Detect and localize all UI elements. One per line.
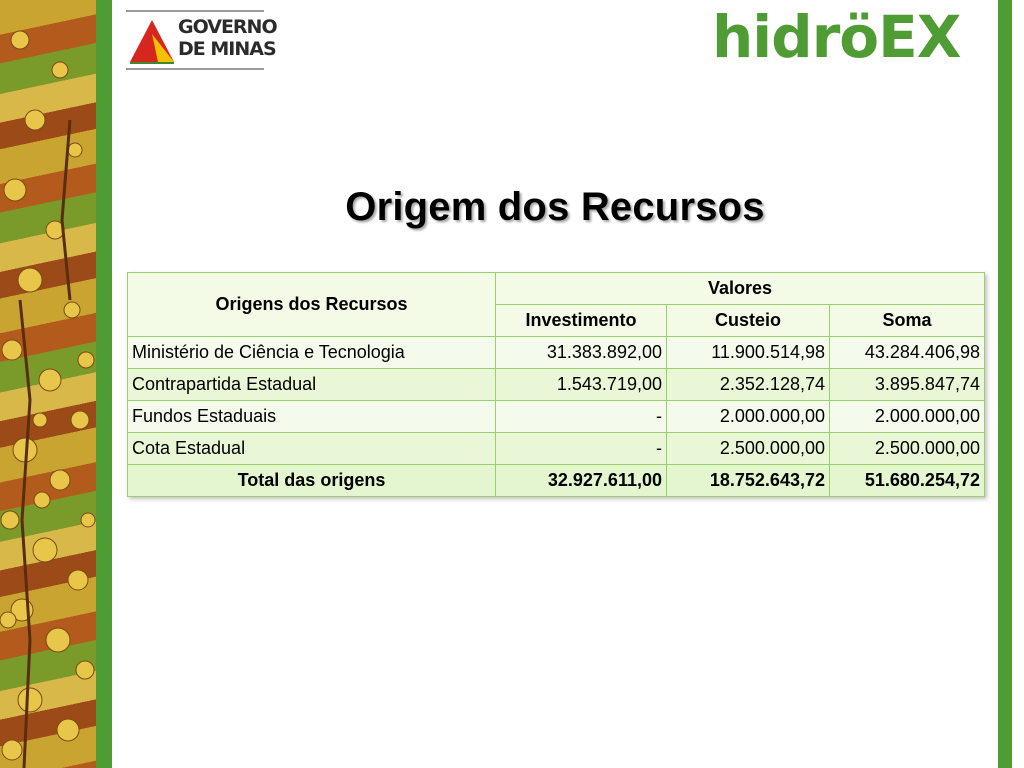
governo-de-minas-logo <box>126 8 277 72</box>
triangle-logo-icon <box>128 16 176 64</box>
table-total-row <box>128 465 985 497</box>
total-investimento: 32.927.611,00 <box>496 465 667 497</box>
row-label: Contrapartida Estadual <box>128 369 496 401</box>
resources-table <box>127 272 985 497</box>
slide-title: Origem dos Recursos <box>345 185 765 229</box>
row-soma: 3.895.847,74 <box>830 369 985 401</box>
header-custeio: Custeio <box>667 305 830 337</box>
decorative-sidebar-art <box>0 0 96 768</box>
right-white-edge <box>1012 0 1024 768</box>
hidroex-logo: hidröEX <box>712 3 961 71</box>
row-soma: 2.500.000,00 <box>830 433 985 465</box>
row-investimento: - <box>496 401 667 433</box>
header-origins: Origens dos Recursos <box>128 273 496 337</box>
table-row <box>128 401 985 433</box>
row-custeio: 2.500.000,00 <box>667 433 830 465</box>
row-custeio: 2.000.000,00 <box>667 401 830 433</box>
row-investimento: 31.383.892,00 <box>496 337 667 369</box>
logo-top-rule <box>126 10 264 12</box>
row-custeio: 11.900.514,98 <box>667 337 830 369</box>
resources-table-wrapper <box>127 272 985 497</box>
logo-bottom-rule <box>126 68 264 70</box>
right-green-stripe <box>998 0 1012 768</box>
row-label: Ministério de Ciência e Tecnologia <box>128 337 496 369</box>
left-green-stripe <box>96 0 112 768</box>
header-investimento: Investimento <box>496 305 667 337</box>
header-valores: Valores <box>496 273 985 305</box>
total-label: Total das origens <box>128 465 496 497</box>
table-row <box>128 433 985 465</box>
table-row <box>128 369 985 401</box>
row-custeio: 2.352.128,74 <box>667 369 830 401</box>
header-soma: Soma <box>830 305 985 337</box>
row-soma: 43.284.406,98 <box>830 337 985 369</box>
table-row <box>128 337 985 369</box>
total-custeio: 18.752.643,72 <box>667 465 830 497</box>
row-label: Cota Estadual <box>128 433 496 465</box>
flower-art-image <box>0 0 96 768</box>
total-soma: 51.680.254,72 <box>830 465 985 497</box>
row-investimento: 1.543.719,00 <box>496 369 667 401</box>
governo-de-minas-logo-text: GOVERNO DE MINAS <box>178 16 277 60</box>
table-header-row <box>128 273 985 305</box>
row-soma: 2.000.000,00 <box>830 401 985 433</box>
table-body <box>128 337 985 497</box>
row-label: Fundos Estaduais <box>128 401 496 433</box>
row-investimento: - <box>496 433 667 465</box>
